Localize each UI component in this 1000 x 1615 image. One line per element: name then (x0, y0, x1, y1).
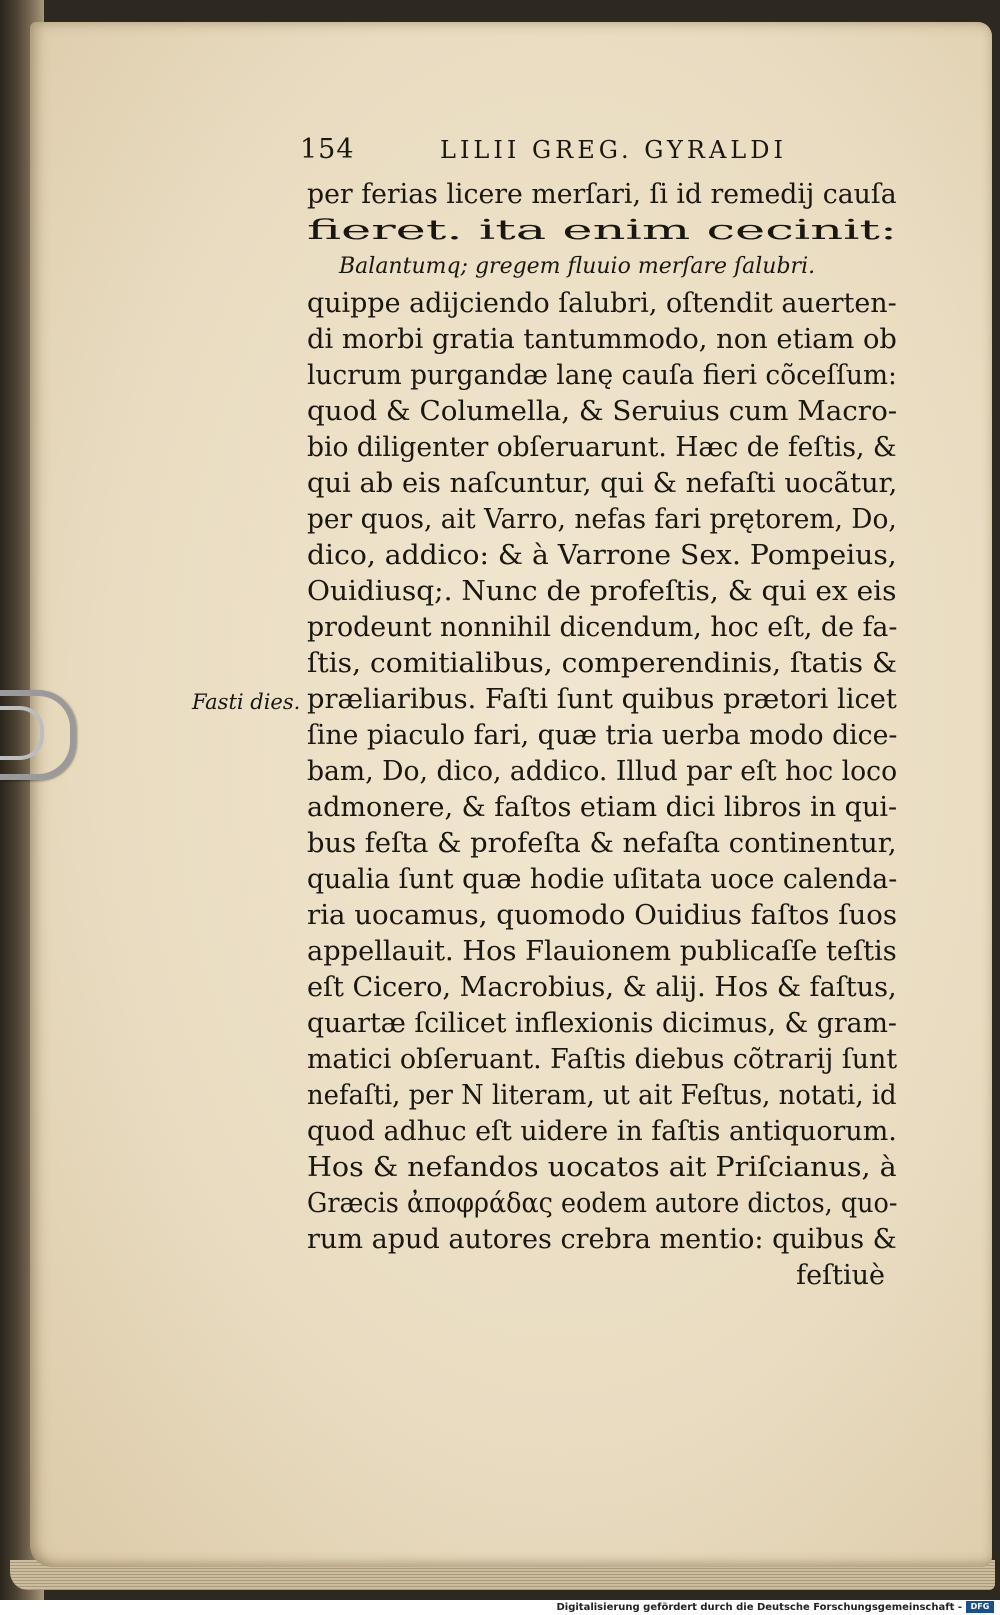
dfg-logo-icon: DFG (966, 1601, 994, 1613)
text-line: nefaſti, per N literam, ut ait Feſtus, notati, id (307, 1080, 897, 1111)
text-line: bio diligenter obſeruarunt. Hæc de feſtis, & (307, 432, 897, 463)
text-line: quartæ ſcilicet inflexionis dicimus, & gram- (307, 1008, 897, 1039)
text-line: qualia ſunt quæ hodie uſitata uoce calenda- (307, 864, 898, 895)
text-line: præliaribus. Faſti ſunt quibus prætori licet (307, 684, 897, 715)
text-line: lucrum purgandæ lanę cauſa fieri cõceſſum: (307, 360, 897, 391)
text-line: quippe adijciendo ſalubri, oſtendit auerten- (307, 288, 897, 319)
page-number: 154 (300, 134, 355, 165)
verse-line: Balantumq; gregem fluuio merſare ſalubri. (339, 254, 816, 279)
text-line: ſine piaculo fari, quæ tria uerba modo dice- (307, 720, 898, 751)
footer-credit: Digitalisierung gefördert durch die Deutsche Forschungsgemeinschaft - (556, 1602, 962, 1613)
text-line: admonere, & faſtos etiam dici libros in qui- (307, 792, 898, 823)
text-line: appellauit. Hos Flauionem publicaſſe teſtis (307, 936, 897, 967)
text-line: di morbi gratia tantummodo, non etiam ob (307, 324, 897, 355)
body-text (307, 178, 897, 1298)
text-line: matici obſeruant. Faſtis diebus cõtrarij ſunt (307, 1044, 898, 1075)
margin-note: Fasti dies. (192, 690, 301, 714)
text-line: Hos & nefandos uocatos ait Priſcianus, à (307, 1152, 897, 1183)
text-line: bam, Do, dico, addico. Illud par eſt hoc loco (307, 756, 898, 787)
catchword: feſtiuè (796, 1260, 885, 1291)
text-line: Ouidiusq;. Nunc de profeſtis, & qui ex eis (307, 576, 897, 607)
text-line: quod adhuc eſt uidere in faſtis antiquorum. (307, 1116, 897, 1147)
running-head (300, 134, 820, 174)
text-line: fieret. ita enim cecinit: (307, 215, 898, 246)
text-line: quod & Columella, & Seruius cum Macro- (307, 396, 898, 427)
metal-clip-inner (0, 706, 44, 760)
text-line: bus feſta & profeſta & nefaſta continentur, (307, 828, 897, 859)
text-line: ria uocamus, quomodo Ouidius faſtos ſuos (307, 900, 898, 931)
text-line: rum apud autores crebra mentio: quibus & (307, 1224, 897, 1255)
text-line: ſtis, comitialibus, comperendinis, ſtatis & (307, 648, 898, 679)
text-line: eſt Cicero, Macrobius, & alij. Hos & faſtus, (307, 972, 897, 1003)
text-line: per ferias licere merſari, ſi id remedij cauſa (307, 179, 897, 210)
text-line: Græcis ἀποφράδας eodem autore dictos, quo- (307, 1188, 898, 1219)
text-line: prodeunt nonnihil dicendum, hoc eſt, de fa- (307, 612, 898, 643)
running-title: LILII GREG. GYRALDI (440, 136, 787, 164)
text-line: qui ab eis naſcuntur, qui & nefaſti uocãtur, (307, 468, 898, 499)
text-line: per quos, ait Varro, nefas fari prętorem, Do, (307, 504, 897, 535)
text-line: dico, addico: & à Varrone Sex. Pompeius, (307, 540, 897, 571)
